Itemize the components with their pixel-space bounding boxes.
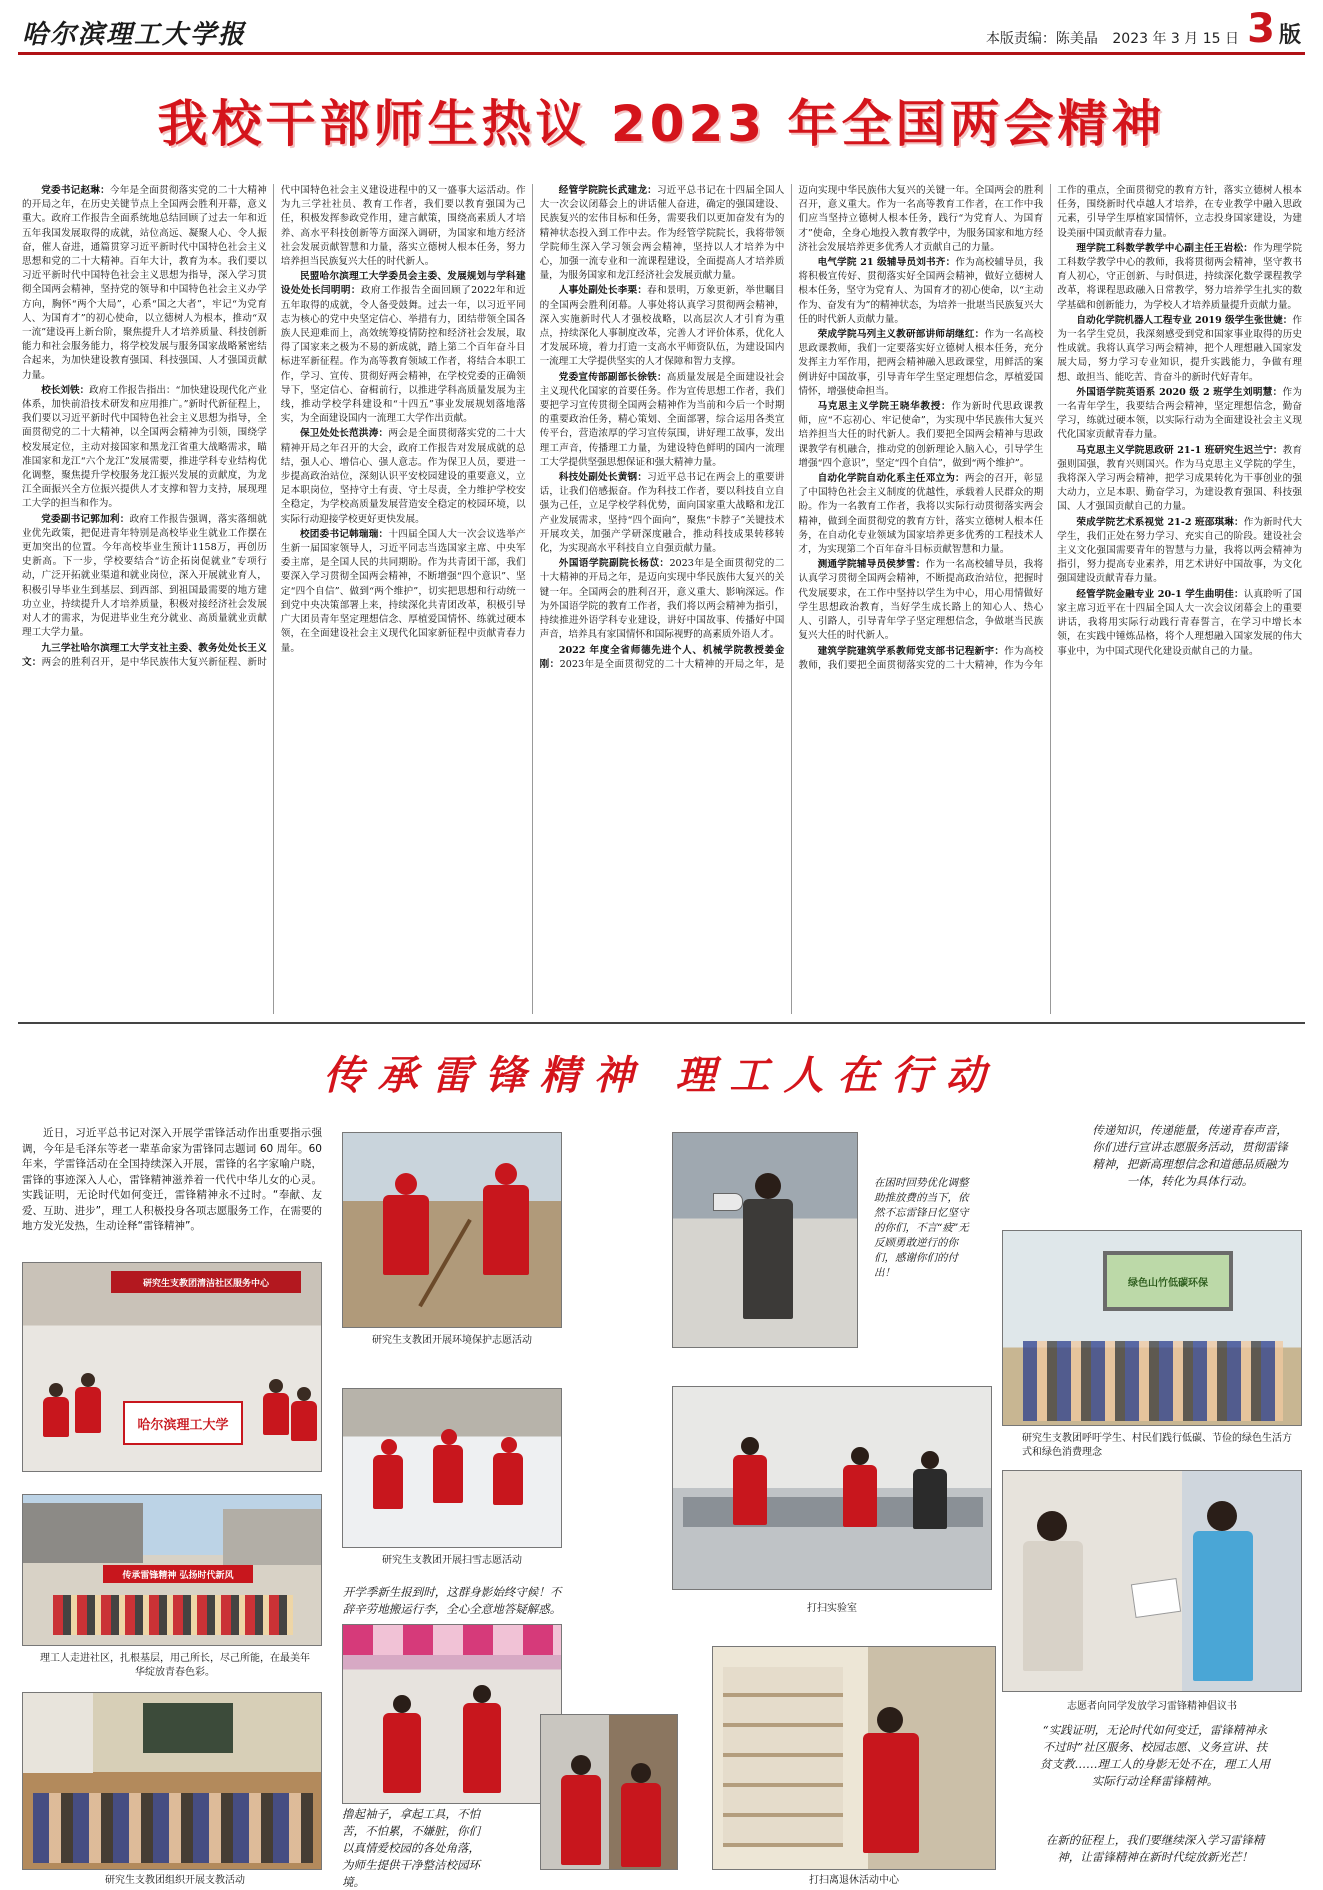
article-paragraph [540,557,785,642]
article-speaker: 党委副书记郭加利： [41,513,130,525]
photo-lab [672,1386,992,1590]
poem-closing: 在新的征程上，我们要继续深入学习雷锋精神，让雷锋精神在新时代绽放新光芒！ [1045,1833,1265,1864]
article-text: 春和景明，万象更新，举世瞩目的全国两会胜利闭幕。人事处将认真学习贯彻两会精神，深入实施新时代人才强校战略，以高层次人才引育为重点，持续深化人事制度改革，完善人才评价体系，优化人才发展环境，着力打造一支高水平师资队伍，为建设国内一流理工大学提供坚实的人才保障和智力支撑。 [539,285,785,368]
article-text: 作为一名青年学生，我要结合两会精神，坚定理想信念，勤奋学习，练就过硬本领，以实际行动为全面建设社会主义现代化国家贡献青春力量。 [1057,386,1302,441]
article-speaker: 民盟哈尔滨理工大学委员会主委、发展规划与学科建设处处长闫明明： [280,271,526,297]
article-paragraph [798,558,1043,643]
article-text: 作为新时代大学生，我们正处在努力学习、充实自己的阶段。建设社会主义文化强国需要青年的智慧与力量，我将以两会精神为指引，努力提高专业素养，用艺术讲好中国故事，为文化强国建设贡献青春力量。 [1057,516,1302,585]
article-paragraph [1057,386,1302,443]
photo-megaphone [672,1132,858,1348]
article-speaker: 经管学院金融专业 20-1 学生曲明佳： [1076,588,1244,600]
article-speaker: 经管学院院长武建龙： [558,185,657,196]
article-speaker: 测通学院辅导员侯梦雪： [817,559,926,571]
article-paragraph [1057,516,1302,587]
issue-date: 2023 年 3 月 15 日 [1112,31,1239,47]
article-speaker: 电气学院 21 级辅导员刘书齐： [817,257,956,269]
article-speaker: 2022 年度全省师德先进个人、机械学院教授姜金刚： [539,644,785,670]
article-paragraph [1057,444,1302,515]
article-speaker: 荣成学院艺术系视觉 21-2 班邵琪琳： [1076,516,1244,528]
article-paragraph [1057,588,1302,659]
article-text: 作为一名高校辅导员，我将认真学习贯彻全国两会精神，不断提高政治站位，把握时代发展要求，在工作中坚持以学生为中心，用心用情做好学生思想政治教育，当好学生成长路上的知心人、热心人、引路人，引导青年学子坚定理想信念，争做堪当民族复兴大任的时代新人。 [798,559,1044,642]
caption-flyers: 志愿者向同学发放学习雷锋精神倡议书 [1067,1701,1237,1712]
photo-retiree-center [712,1646,996,1870]
article-text: 作为一名高校思政课教师，我们一定要落实好立德树人根本任务，充分发挥主力军作用，把两会精神融入思政课堂，用鲜活的案例讲好中国故事，引导青年学生坚定理想信念，厚植爱国情怀，增强使命担当。 [798,329,1044,397]
article-paragraph [281,528,526,656]
article-paragraph [798,256,1043,327]
article-speaker: 九三学社哈尔滨理工大学支社主委、教务处处长王义文： [22,642,267,668]
article-paragraph [22,184,267,383]
poem-practice: “实践证明，无论时代如何变迁，雷锋精神永不过时”社区服务、校园志愿、义务宣讲、扶贫支教……理工人的身影无处不在，理工人用实际行动诠释雷锋精神。 [1040,1723,1270,1788]
article-speaker: 科技处副处长黄钢： [558,472,648,484]
article-paragraph [798,472,1043,557]
article-paragraph [22,384,267,512]
page-number [1247,6,1301,52]
article-paragraph [281,270,526,426]
article-speaker: 保卫处处长范洪涛： [299,428,389,440]
article-text: 教育强则国强，教育兴则国兴。作为马克思主义学院的学生，我将深入学习两会精神，把学习成果转化为干事创业的强大动力，立足本职、勤奋学习，为建设教育强国、科技强国、人才强国贡献自己的力量。 [1057,444,1302,513]
photo-cleaning-doors [540,1714,678,1870]
poem-lecture: 传递知识，传递能量，传递青春声音，你们进行宣讲志愿服务活动，贯彻雷锋精神，把新高理想信念和道德品质融为一体，转化为具体行动。 [1092,1123,1288,1188]
article-speaker: 校团委书记韩瑞瑞： [299,528,389,540]
caption-retiree-center: 打扫离退休活动中心 [809,1875,899,1886]
article-text: 政府工作报告指出：“加快建设现代化产业体系，加快前沿技术研发和应用推广。”新时代新征程上，我们要以习近平新时代中国特色社会主义思想为指导，全面贯彻党的二十大精神，以全国两会精神为引领，围绕学校发展定位，主动对接国家和黑龙江省重大战略需求，瞄准国家和龙江“六个龙江”发展需要，推进学科专业结构优化调整，聚焦提升学校服务龙江振兴发展的贡献度，为龙江全面振兴全方位振兴提供人才支撑和智力支持，展现理工大学的担当和作为。 [22,384,267,510]
article-speaker: 自动化学院机器人工程专业 2019 级学生张世婕： [1076,314,1293,326]
caption-courtyard: 理工人走进社区，扎根基层，用己所长，尽己所能，在最美年华绽放青春色彩。 [40,1653,310,1678]
photo-snow-sweeping [342,1388,562,1548]
caption-environment: 研究生支教团开展环境保护志愿活动 [372,1335,532,1346]
article-text: 两会是全面贯彻落实党的二十大精神开局之年召开的大会，政府工作报告对发展成就的总结，强人心、增信心、强人意志。作为保卫人员，要进一步提高政治站位，深刻认识平安校园建设的重要意义，立足本职岗位，坚持守土有责、守土尽责，全力维护学校安全稳定，为学校高质量发展营造安全稳定的校园环境，以实际行动迎接学校更好更快发展。 [280,428,526,525]
photo-flyers [1002,1470,1302,1692]
article-paragraph [1057,242,1302,313]
caption-lab: 打扫实验室 [807,1603,857,1614]
photo-new-students [342,1624,562,1804]
article-speaker: 人事处副处长李栗： [558,285,648,297]
article-paragraph [22,513,267,641]
article-paragraph [798,400,1043,471]
article-paragraph [281,427,526,526]
photo-school-courtyard [22,1494,322,1646]
page-number-suffix: 版 [1278,23,1301,48]
article-text: 习近平总书记在十四届全国人大一次会议闭幕会上的讲话催人奋进，确定的强国建设、民族复兴的宏伟目标和任务，需要我们以更加奋发有为的精神状态投入到工作中去。作为经管学院院长，我将带领学院师生深入学习领会两会精神，坚持以人才培养为中心，加强一流专业和一流课程建设，全面提高人才培养质量，为服务国家和龙江经济社会发展贡献力量。 [539,185,785,282]
page-editor: 本版责编：陈美晶 [985,31,1098,47]
article-paragraph [540,184,785,283]
caption-classroom: 研究生支教团组织开展支教活动 [105,1875,245,1886]
article-speaker: 建筑学院建筑学系教师党支部书记程新宇： [817,645,1005,657]
article-paragraph [1057,314,1302,385]
article-text: 2023年是全面贯彻党的二十大精神的开局之年，是迈向实现中华民族伟大复兴的关键一年。全国两会的胜利召开，意义重大、影响深远。作为外国语学院的教育工作者，我们将以两会精神为指引，持续推进外语学科专业建设，讲好中国故事、传播好中国声音，培养具有家国情怀和国际视野的高素质外语人才。 [539,558,785,641]
article-text: 两会的召开，彰显了中国特色社会主义制度的优越性，承载着人民群众的期盼。作为一名教育工作者，我将以实际行动贯彻落实两会精神，做到全面贯彻党的教育方针，落实立德树人根本任务，在自动化专业领域为国家培养更多优秀的工程技术人才，为实现第二个百年奋斗目标贡献智慧和力量。 [798,473,1044,556]
intro-text [22,1126,322,1235]
poem-new-students: 开学季新生报到时，这群身影始终守候！不辞辛劳地搬运行李，全心全意地答疑解惑。 [342,1585,562,1616]
article-speaker: 校长刘铁： [41,384,90,396]
article-text: 2023年是全面贯彻党的二十大精神的开局之年，是迈向实现中华民族伟大复兴的关键一年。全国两会的胜利召开，意义重大。作为一名高等教育工作者，在工作中我们应当坚持立德树人根本任务，践行“为党育人、为国育才”使命，全身心地投入教育教学中，为服务国家和地方经济社会发展培养更多优秀人才贡献自己的力量。 [559,185,1044,670]
article-paragraph [540,284,785,369]
article-speaker: 外国语学院英语系 2020 级 2 班学生刘明慧： [1076,386,1283,398]
article-text: 今年是全面贯彻落实党的二十大精神的开局之年，在历史关键节点上全国两会胜利开幕，意义重大。政府工作报告全面系统地总结回顾了过去一年和近五年我国发展取得的成就，站位高远、凝聚人心、令人振奋，催人奋进，通篇贯穿习近平新时代中国特色社会主义思想和党的二十大精神。百年大计，教育为本。我们要以习近平新时代中国特色社会主义思想为指导，深入学习贯彻全国两会精神，坚持党的领导和中国特色社会主义办学方向，胸怀“两个大局”，心系“国之大者”，牢记“为党育人、为国育才”的初心使命，以立德树人为根本，推动“双一流”建设再上新台阶，聚焦提升人才培养质量、科技创新能力和社会服务能力，将学校发展与服务国家战略紧密结合起来，为加快建设教育强国、科技强国、人才强国贡献力量。 [22,185,267,381]
article-speaker: 党委宣传部副部长徐铁： [558,371,667,383]
photo-board-text: 绿色山竹低碳环保 [1103,1251,1233,1311]
header-rule [18,52,1305,55]
photo-group-banner [22,1262,322,1472]
article-columns [22,184,1302,1014]
page-number-digit: 3 [1247,6,1275,52]
poem-cleaning: 撸起袖子，拿起工具，不怕苦，不怕累，不嫌脏，你们以真情爱校园的各处角落，为师生提供干净整洁校园环境。 [342,1807,480,1889]
article-text: 习近平总书记在两会上的重要讲话，让我们倍感振奋。作为科技工作者，要以科技自立自强为己任，立足学校学科优势，面向国家重大战略和龙江产业发展需求，坚持“四个面向”，聚焦“卡脖子”关键技术开展攻关，加强产学研深度融合，推动科技成果转移转化，为实现高水平科技自立自强贡献力量。 [539,472,785,555]
sub-headline: 传承雷锋精神 理工人在行动 [323,1052,1000,1099]
article-text: 高质量发展是全面建设社会主义现代化国家的首要任务。作为宣传思想工作者，我们要把学习宣传贯彻全国两会精神作为当前和今后一个时期的重要政治任务，精心策划、全面部署，综合运用各类宣传平台，营造浓厚的学习宣传氛围，讲好理工故事，发出理工声音，传播理工力量，为建设特色鲜明的国内一流理工大学提供坚强思想保证和强大精神力量。 [539,371,785,468]
intro-paragraph: 近日，习近平总书记对深入开展学雷锋活动作出重要指示强调，今年是毛泽东等老一辈革命家为雷锋同志题词 60 周年。60 年来，学雷锋活动在全国持续深入开展，雷锋的名字家喻户晓，雷锋的事迹深入人心，雷锋精神滋养着一代代中华儿女的心灵。实践证明，无论时代如何变迁，雷锋精神永不过时。“奉献、友爱、互助、进步”，理工人积极投身各项志愿服务工作，在需要的地方发光发热，生动诠释“雷锋精神”。 [22,1127,322,1232]
article-text: 认真聆听了国家主席习近平在十四届全国人大一次会议闭幕会上的重要讲话，我将用实际行动践行青春誓言，在学习中增长本领，在实践中锤炼品格，将个人理想融入国家发展的伟大事业中，为中国式现代化建设贡献自己的力量。 [1057,588,1302,657]
article-speaker: 马克思主义学院思政研 21-1 班研究生迟兰宁： [1076,444,1283,456]
caption-green-board: 研究生支教团呼吁学生、村民们践行低碳、节俭的绿色生活方式和绿色消费理念 [1022,1433,1292,1458]
article-text: 作为理学院工科数学教学中心的教师，我将贯彻两会精神，坚守教书育人初心，守正创新、与时俱进，持续深化数学课程教学改革，将课程思政融入日常教学，努力培养学生扎实的数学基础和创新能力，为学校人才培养质量提升贡献力量。 [1057,242,1302,311]
photo-classroom [22,1692,322,1870]
article-text: 作为高校辅导员，我将积极宣传好、贯彻落实好全国两会精神，做好立德树人根本任务，坚守为党育人、为国育才的初心使命，以“主动作为、奋发有为”的精神状态，为培养一批堪当民族复兴大任的时代新人贡献力量。 [798,257,1044,325]
article-text: 两会的胜利召开，是中华民族伟大复兴新征程、新时代中国特色社会主义建设进程中的又一盛事大运活动。作为九三学社社员、教育工作者，我们要以教育强国为己任，积极发挥参政党作用，建言献策，围绕高素质人才培养、高水平科技创新等方面深入调研，为国家和地方经济社会发展贡献智慧和力量，落实立德树人根本任务，努力培养担当民族复兴大任的时代新人。 [41,185,526,668]
article-text: 作为一名学生党员，我深刻感受到党和国家事业取得的历史性成就。我将认真学习两会精神，把个人理想融入国家发展大局，努力学习专业知识，提升实践能力，争做有理想、敢担当、能吃苦、肯奋斗的新时代好青年。 [1057,314,1302,383]
photo-banner-courtyard: 传承雷锋精神 弘扬时代新风 [103,1565,253,1583]
edition-meta [976,28,1239,48]
article-speaker: 党委书记赵琳： [41,185,110,196]
article-speaker: 外国语学院副院长杨苡： [558,558,670,570]
article-text: 政府工作报告强调，落实落细就业优先政策，把促进青年特别是高校毕业生就业工作摆在更加突出的位置。今年高校毕业生预计1158万，再创历史新高。下一步，学校要结合“访企拓岗促就业”专项行动，广泛开拓就业渠道和就业岗位，深入开展就业育人，积极引导毕业生到基层、到西部、到祖国最需要的地方建功立业，持续提升人才培养质量，积极对接经济社会发展对人才的需求，为促进毕业生充分就业、高质量就业贡献理工大学力量。 [22,513,267,639]
section-divider [18,1022,1305,1024]
main-headline: 我校干部师生热议 2023 年全国两会精神 [157,95,1166,153]
article-speaker: 理学院工科数学教学中心副主任王岩松： [1076,242,1254,254]
caption-snow-sweeping: 研究生支教团开展扫雪志愿活动 [382,1555,522,1566]
masthead-logo: 哈尔滨理工大学报 [22,20,247,50]
article-text: 十四届全国人大一次会议选举产生新一届国家领导人，习近平同志当选国家主席、中央军委主席，是全国人民的共同期盼。作为共青团干部，我们要深入学习贯彻全国两会精神，不断增强“四个意识”、坚定“四个自信”、做到“两个维护”，切实把思想和行动统一到党中央决策部署上来，持续深化共青团改革，积极引导广大团员青年坚定理想信念、厚植爱国情怀、练就过硬本领，在全面建设社会主义现代化国家新征程中贡献青春力量。 [280,528,526,654]
article-paragraph [540,471,785,556]
article-text: 政府工作报告全面回顾了2022年和近五年取得的成就，令人备受鼓舞。过去一年，以习近平同志为核心的党中央坚定信心、举措有力，团结带领全国各族人民迎难而上，高效统筹疫情防控和经济社会发展，取得了国家来之极为不易的新成就，踏上第二个百年奋斗目标进军新征程。作为高等教育领域工作者，将结合本职工作，学习、宣传、贯彻好两会精神，在学校党委的正确领导下，坚定信心、奋楫前行，以推进学科高质量发展为主线，推动学校学科建设和“十四五”事业发展规划落地落实，为全面建设国内一流理工大学作出贡献。 [280,285,526,425]
photo-green-board [1002,1230,1302,1426]
article-paragraph [540,371,785,470]
photo-environment [342,1132,562,1328]
poem-thanks: 在困时回势优化调整助推放费的当下，依然不忘雷锋日忆坚守的你们，不言“疲”无反顾勇敢逆行的你们，感谢你们的付出！ [874,1177,969,1279]
article-text: 作为高校教师，我们要把全面贯彻落实党的二十大精神，作为今年工作的重点，全面贯彻党的教育方针，落实立德树人根本任务，围绕新时代卓越人才培养，在专业教学中融入思政元素，引导学生厚植家国情怀，立志投身国家建设，为建设美丽中国贡献青春力量。 [798,185,1302,671]
photo-wall-sign: 研究生支教团清洁社区服务中心 [111,1271,301,1293]
article-text: 作为新时代思政课教师，应“不忘初心、牢记使命”，为实现中华民族伟大复兴培养担当大任的时代新人。我们要把全国两会精神与思政课教学有机融合，推动党的创新理论入脑入心，引导学生增强“四个意识”，坚定“四个自信”，做到“两个维护”。 [798,401,1044,469]
article-speaker: 自动化学院自动化系主任邓立为： [817,473,965,485]
photo-banner: 哈尔滨理工大学 [123,1401,243,1445]
article-paragraph [798,328,1043,399]
article-speaker: 马克思主义学院王晓华教授： [817,401,952,413]
article-speaker: 荣成学院马列主义教研部讲师胡继红： [817,329,985,341]
